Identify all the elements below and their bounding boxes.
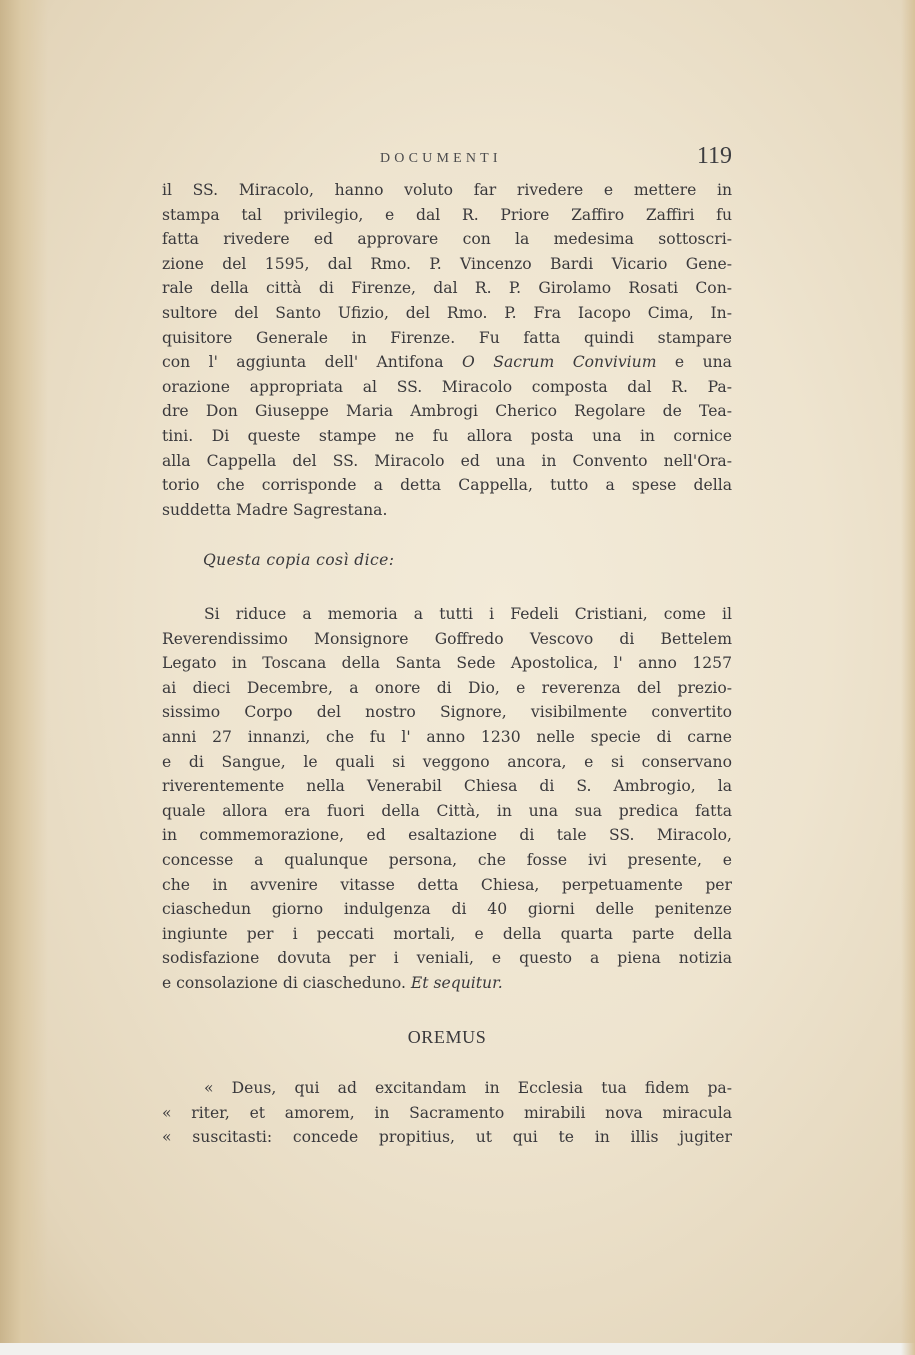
copy-intro: Questa copia così dice:	[203, 551, 395, 569]
text-line: Si riduce a memoria a tutti i Fedeli Cristiani, come il	[204, 605, 732, 623]
text-line: suddetta Madre Sagrestana.	[162, 500, 388, 519]
text-line: ai dieci Decembre, a onore di Dio, e reverenza del prezio-	[162, 678, 732, 697]
et-sequitur: Et sequitur.	[410, 973, 503, 992]
text-line: torio che corrisponde a detta Cappella, tutto a spese della	[162, 476, 732, 495]
prayer-line: « Deus, qui ad excitandam in Ecclesia tua fidem pa-	[204, 1079, 732, 1097]
prayer	[162, 1076, 732, 1150]
prayer-line: « suscitasti: concede propitius, ut qui te in illis jugiter	[162, 1128, 732, 1147]
text-fragment: e una	[674, 353, 732, 372]
text-fragment: e consolazione di ciascheduno.	[162, 973, 406, 992]
scan-bottom-edge	[0, 1343, 915, 1355]
text-line: stampa tal privilegio, e dal R. Priore Zaffiro Zaffiri fu	[162, 205, 732, 224]
text-fragment: con l' aggiunta dell' Antifona	[162, 353, 444, 372]
text-line: riverentemente nella Venerabil Chiesa di S. Ambrogio, la	[162, 777, 732, 796]
text-line: fatta rivedere ed approvare con la medesima sottoscri-	[162, 230, 732, 249]
text-line: quale allora era fuori della Città, in una sua predica fatta	[162, 801, 732, 820]
text-line: il SS. Miracolo, hanno voluto far rivedere e mettere in	[162, 181, 732, 199]
text-line: e di Sangue, le quali si veggono ancora, e si conservano	[162, 752, 732, 771]
text-line: Legato in Toscana della Santa Sede Apostolica, l' anno 1257	[162, 654, 732, 673]
text-line: che in avvenire vitasse detta Chiesa, perpetuamente per	[162, 875, 732, 894]
text-line-closing	[162, 971, 732, 996]
paragraph-1	[162, 178, 732, 522]
text-line: rale della città di Firenze, dal R. P. Girolamo Rosati Con-	[162, 279, 732, 298]
text-line: concesse a qualunque persona, che fosse ivi presente, e	[162, 850, 732, 869]
page-header	[162, 143, 732, 177]
text-line-with-antifona	[162, 350, 732, 375]
text-line: alla Cappella del SS. Miracolo ed una in Convento nell'Ora-	[162, 451, 732, 470]
prayer-line: « riter, et amorem, in Sacramento mirabili nova miracula	[162, 1103, 732, 1122]
text-line: tini. Di queste stampe ne fu allora posta una in cornice	[162, 426, 732, 445]
running-head: DOCUMENTI	[380, 151, 502, 166]
text-line: dre Don Giuseppe Maria Ambrogi Cherico Regolare de Tea-	[162, 402, 732, 421]
page-number: 119	[696, 143, 732, 169]
text-line: sissimo Corpo del nostro Signore, visibilmente convertito	[162, 703, 732, 722]
paragraph-2	[162, 602, 732, 996]
text-line: quisitore Generale in Firenze. Fu fatta quindi stampare	[162, 328, 732, 347]
text-line: ciaschedun giorno indulgenza di 40 giorni delle penitenze	[162, 900, 732, 919]
text-line: orazione appropriata al SS. Miracolo composta dal R. Pa-	[162, 377, 732, 396]
text-line: in commemorazione, ed esaltazione di tale SS. Miracolo,	[162, 826, 732, 845]
text-line: zione del 1595, dal Rmo. P. Vincenzo Bardi Vicario Gene-	[162, 254, 732, 273]
text-line: anni 27 innanzi, che fu l' anno 1230 nelle specie di carne	[162, 727, 732, 746]
text-line: ingiunte per i peccati mortali, e della quarta parte della	[162, 924, 732, 943]
oremus-heading: OREMUS	[407, 1027, 487, 1047]
text-line: sodisfazione dovuta per i veniali, e questo a piena notizia	[162, 949, 732, 968]
antifona-title: O Sacrum Convivium	[462, 353, 657, 372]
text-line: sultore del Santo Ufizio, del Rmo. P. Fra Iacopo Cima, In-	[162, 303, 732, 322]
text-line: Reverendissimo Monsignore Goffredo Vescovo di Bettelem	[162, 629, 732, 648]
